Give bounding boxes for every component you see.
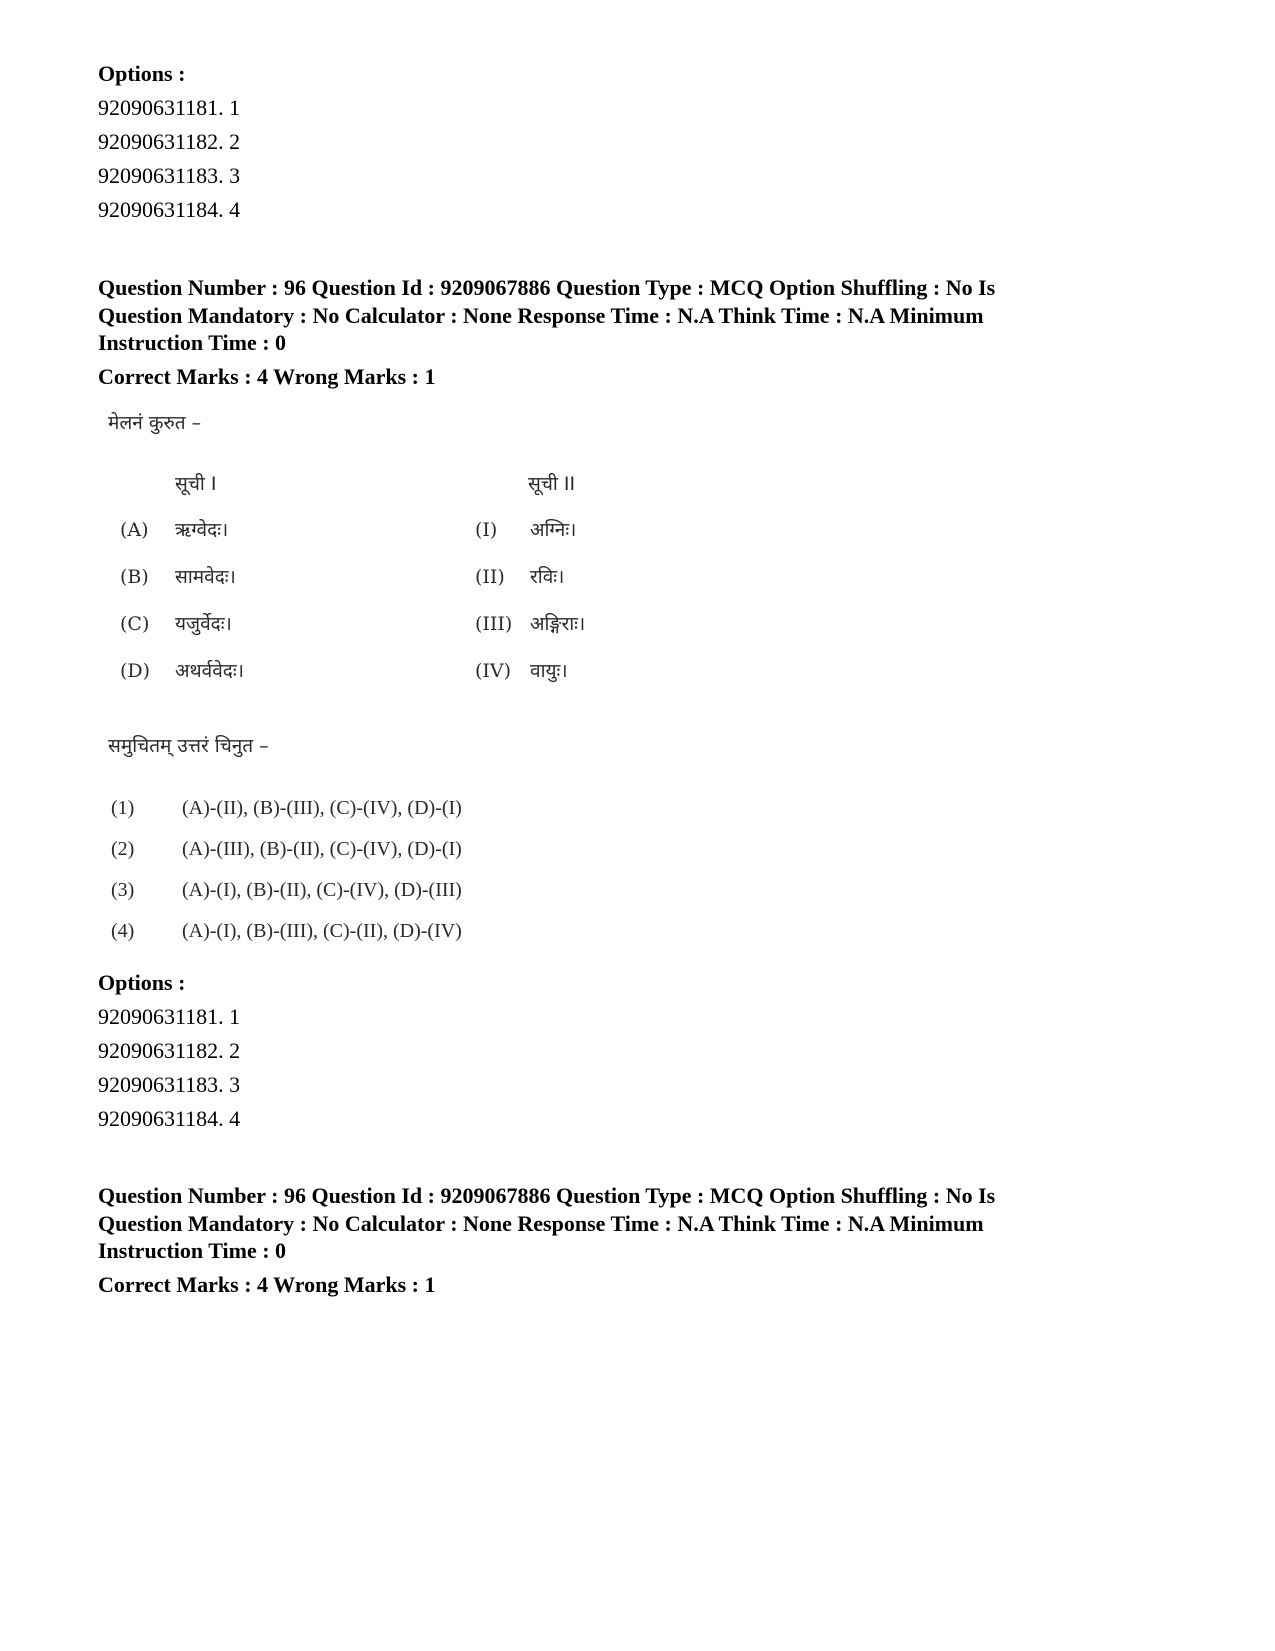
list1-label: (C) — [120, 613, 150, 635]
list2-item: रविः। — [530, 566, 565, 588]
list2-label: (III) — [475, 613, 513, 635]
list2-label: (I) — [475, 519, 498, 541]
option-line: 92090631183. 3 — [98, 163, 241, 188]
list2-label: (II) — [475, 566, 505, 588]
choose-prompt: समुचितम् उत्तरं चिनुत – — [108, 735, 269, 757]
list1-label: (B) — [120, 566, 149, 588]
option-line: 92090631184. 4 — [98, 197, 241, 222]
list1-item: अथर्ववेदः। — [175, 660, 244, 682]
list2-item: अङ्गिराः। — [530, 613, 586, 635]
question-meta-line: Question Mandatory : No Calculator : None Response Time : N.A Think Time : N.A Minimum — [98, 1210, 984, 1236]
option-line: 92090631182. 2 — [98, 1038, 241, 1063]
answer-text: (A)-(III), (B)-(II), (C)-(IV), (D)-(I) — [182, 838, 462, 860]
answer-number: (3) — [111, 879, 135, 901]
question-meta-line: Question Number : 96 Question Id : 9209067886 Question Type : MCQ Option Shuffling : No Is — [98, 275, 996, 300]
answer-number: (4) — [111, 920, 135, 942]
list1-item: ऋग्वेदः। — [175, 519, 229, 541]
answer-number: (2) — [111, 838, 135, 860]
list2-item: अग्निः। — [530, 519, 577, 541]
answer-text: (A)-(II), (B)-(III), (C)-(IV), (D)-(I) — [182, 797, 462, 819]
option-line: 92090631184. 4 — [98, 1106, 241, 1131]
option-line: 92090631183. 3 — [98, 1072, 241, 1097]
marks-line: Correct Marks : 4 Wrong Marks : 1 — [98, 364, 436, 389]
list1-label: (A) — [120, 519, 149, 541]
question-meta — [98, 1182, 1188, 1265]
options-heading: Options : — [98, 61, 186, 86]
options-heading: Options : — [98, 970, 186, 995]
answer-number: (1) — [111, 797, 135, 819]
option-line: 92090631181. 1 — [98, 1004, 241, 1029]
marks-line: Correct Marks : 4 Wrong Marks : 1 — [98, 1272, 436, 1297]
list2-label: (IV) — [475, 660, 512, 682]
question-meta — [98, 274, 1188, 357]
list1-label: (D) — [120, 660, 151, 682]
question-meta-line: Question Mandatory : No Calculator : None Response Time : N.A Think Time : N.A Minimum — [98, 302, 984, 328]
question-meta-line: Question Number : 96 Question Id : 9209067886 Question Type : MCQ Option Shuffling : No Is — [98, 1183, 996, 1208]
answer-text: (A)-(I), (B)-(II), (C)-(IV), (D)-(III) — [182, 879, 462, 901]
instruction-text: मेलनं कुरुत – — [108, 412, 202, 434]
answer-text: (A)-(I), (B)-(III), (C)-(II), (D)-(IV) — [182, 920, 462, 942]
list2-heading: सूची II — [528, 473, 576, 495]
list2-item: वायुः। — [530, 660, 568, 682]
question-meta-line: Instruction Time : 0 — [98, 1238, 287, 1263]
question-meta-line: Instruction Time : 0 — [98, 330, 287, 355]
list1-heading: सूची I — [175, 473, 217, 495]
list1-item: सामवेदः। — [175, 566, 236, 588]
option-line: 92090631181. 1 — [98, 95, 241, 120]
list1-item: यजुर्वेदः। — [175, 613, 232, 635]
option-line: 92090631182. 2 — [98, 129, 241, 154]
